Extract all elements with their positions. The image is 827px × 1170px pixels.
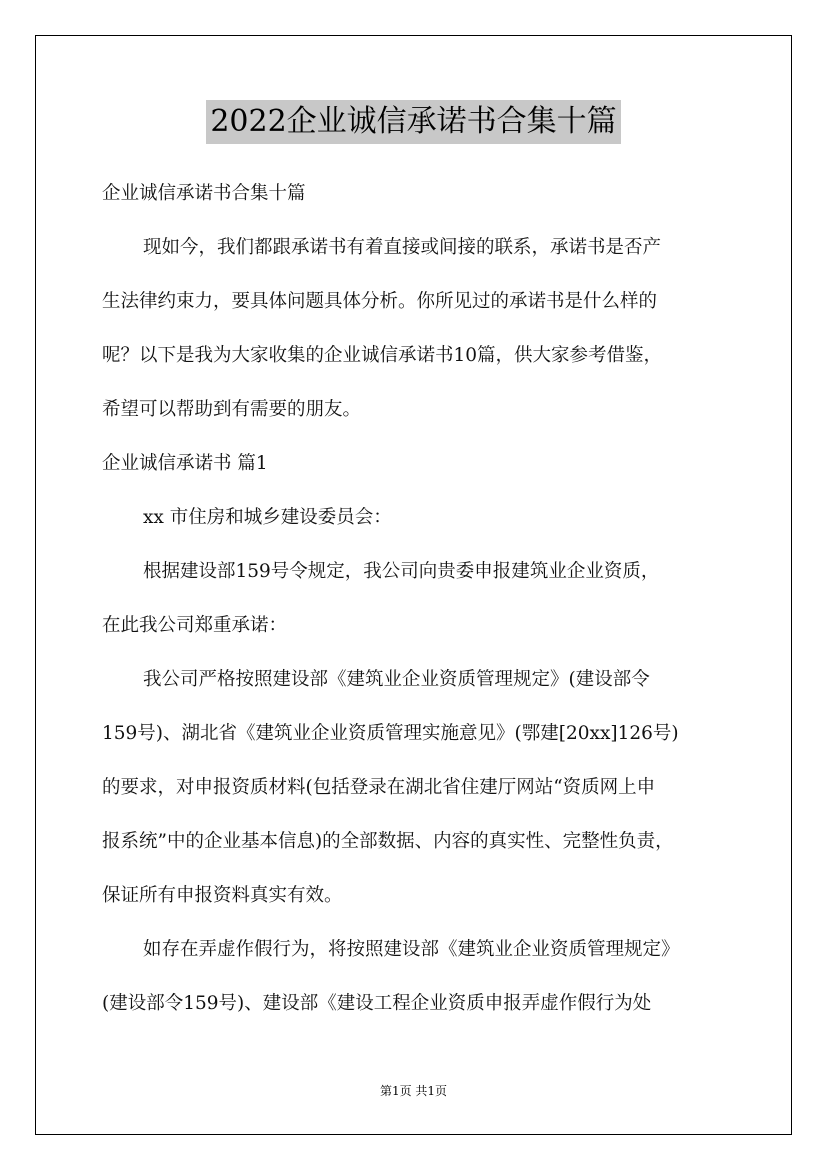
title-container	[0, 100, 827, 144]
paragraph-line: 保证所有申报资料真实有效。	[102, 885, 343, 906]
salutation-line: xx 市住房和城乡建设委员会：	[143, 507, 392, 528]
paragraph-line: 如存在弄虚作假行为，将按照建设部《建筑业企业资质管理规定》	[143, 939, 680, 960]
paragraph-line: 我公司严格按照建设部《建筑业企业资质管理规定》(建设部令	[143, 669, 650, 690]
paragraph-line: 根据建设部159号令规定，我公司向贵委申报建筑业企业资质，	[143, 561, 660, 582]
paragraph-line: 报系统”中的企业基本信息)的全部数据、内容的真实性、完整性负责，	[102, 831, 674, 852]
paragraph-line: 现如今，我们都跟承诺书有着直接或间接的联系，承诺书是否产	[143, 237, 662, 258]
paragraph-line: (建设部令159号)、建设部《建设工程企业资质申报弄虚作假行为处	[102, 993, 652, 1014]
document-title: 2022企业诚信承诺书合集十篇	[206, 100, 620, 144]
paragraph-line: 的要求，对申报资质材料(包括登录在湖北省住建厅网站“资质网上申	[102, 777, 656, 798]
paragraph-line: 希望可以帮助到有需要的朋友。	[102, 399, 362, 420]
paragraph-line: 呢？以下是我为大家收集的企业诚信承诺书10篇，供大家参考借鉴，	[102, 345, 663, 366]
paragraph-line: 在此我公司郑重承诺：	[102, 615, 288, 636]
section-heading: 企业诚信承诺书 篇1	[102, 453, 268, 474]
paragraph-line: 生法律约束力，要具体问题具体分析。你所见过的承诺书是什么样的	[102, 291, 658, 312]
paragraph-line: 159号)、湖北省《建筑业企业资质管理实施意见》(鄂建[20xx]126号)	[102, 723, 679, 744]
page-footer: 第1页 共1页	[379, 1084, 448, 1098]
subtitle-line: 企业诚信承诺书合集十篇	[102, 183, 306, 204]
